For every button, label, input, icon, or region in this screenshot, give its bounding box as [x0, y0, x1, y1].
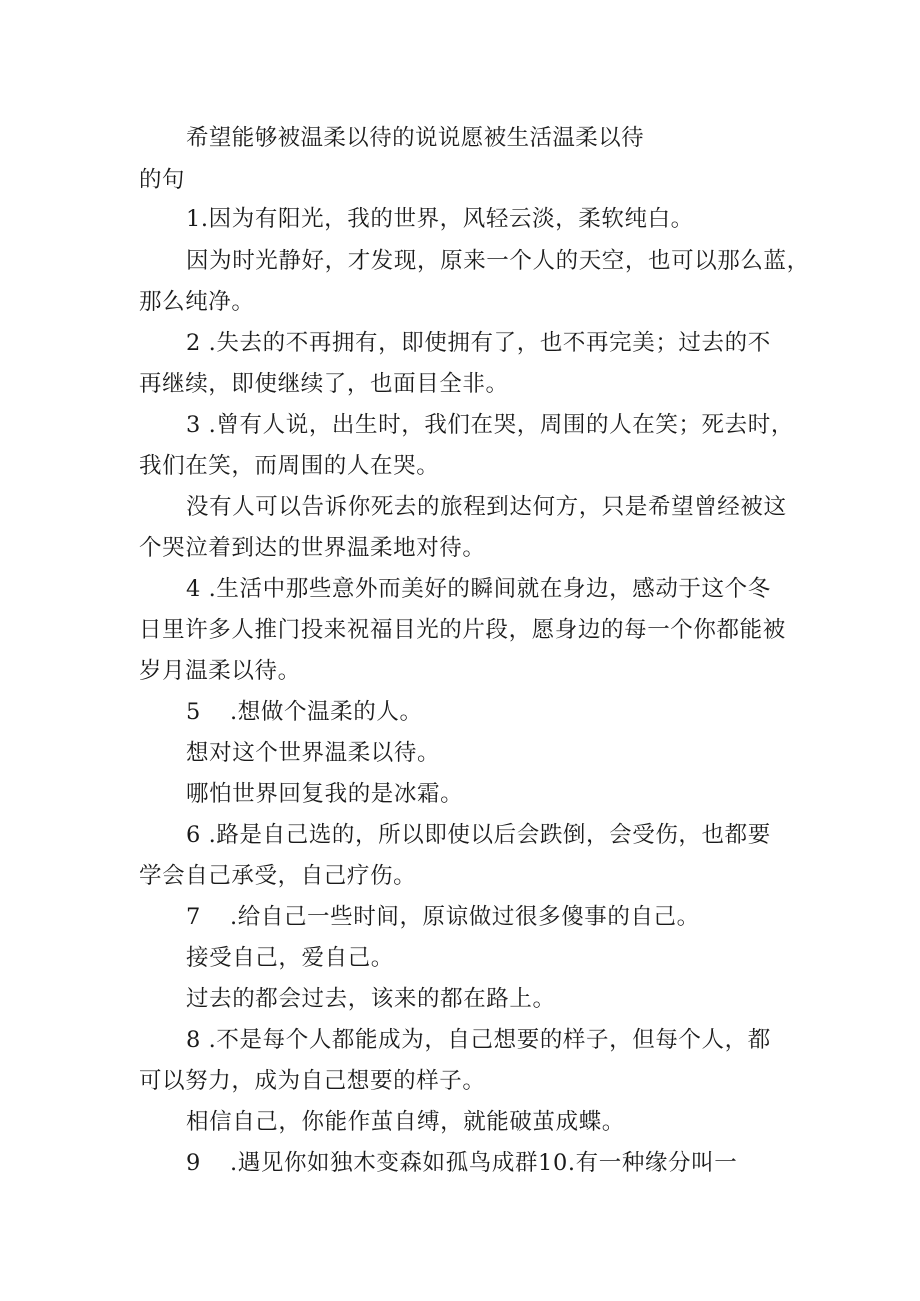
paragraph-2-line-1: 2 .失去的不再拥有，即使拥有了，也不再完美；过去的不	[186, 330, 771, 356]
paragraph-1b-line-2: 那么纯净。	[139, 289, 255, 315]
paragraph-1b-line-1: 因为时光静好，才发现，原来一个人的天空，也可以那么蓝，	[186, 248, 810, 274]
item-number: 5	[186, 699, 201, 725]
paragraph-7c-line-1: 过去的都会过去，该来的都在路上。	[186, 986, 556, 1012]
paragraph-8-line-2: 可以努力，成为自己想要的样子。	[139, 1068, 486, 1094]
paragraph-3b-line-2: 个哭泣着到达的世界温柔地对待。	[139, 535, 486, 561]
paragraph-3-line-2: 我们在笑，而周围的人在哭。	[139, 453, 440, 479]
document-title-line-1: 希望能够被温柔以待的说说愿被生活温柔以待	[186, 125, 645, 151]
paragraph-8-line-1: 8 .不是每个人都能成为，自己想要的样子，但每个人，都	[186, 1027, 771, 1053]
paragraph-7-line-1	[186, 902, 700, 932]
item-number: 7	[186, 904, 201, 930]
item-text: .给自己一些时间，原谅做过很多傻事的自己。	[230, 904, 700, 930]
paragraph-6-line-1: 6 .路是自己选的，所以即使以后会跌倒，会受伤，也都要	[186, 822, 771, 848]
paragraph-4-line-1: 4 .生活中那些意外而美好的瞬间就在身边，感动于这个冬	[186, 576, 771, 602]
paragraph-2-line-2: 再继续，即使继续了，也面目全非。	[139, 371, 509, 397]
paragraph-1-line-1: 1.因为有阳光，我的世界，风轻云淡，柔软纯白。	[186, 206, 694, 232]
paragraph-7b-line-1: 接受自己，爱自己。	[186, 945, 394, 971]
paragraph-4-line-2: 日里许多人推门投来祝福目光的片段，愿身边的每一个你都能被	[139, 617, 786, 643]
item-number: 9	[186, 1150, 201, 1176]
item-text: .遇见你如独木变森如孤鸟成群10.有一种缘分叫一	[230, 1150, 738, 1176]
paragraph-8b-line-1: 相信自己，你能作茧自缚，就能破茧成蝶。	[186, 1109, 625, 1135]
document-title-line-2: 的句	[139, 167, 185, 193]
paragraph-9-line-1	[186, 1148, 737, 1178]
paragraph-4-line-3: 岁月温柔以待。	[139, 658, 301, 684]
paragraph-5c-line-1: 哪怕世界回复我的是冰霜。	[186, 781, 464, 807]
paragraph-5-line-1	[186, 697, 423, 727]
paragraph-5b-line-1: 想对这个世界温柔以待。	[186, 740, 441, 766]
paragraph-3-line-1: 3 .曾有人说，出生时，我们在哭，周围的人在笑；死去时，	[186, 412, 794, 438]
item-text: .想做个温柔的人。	[230, 699, 423, 725]
paragraph-6-line-2: 学会自己承受，自己疗伤。	[139, 863, 417, 889]
paragraph-3b-line-1: 没有人可以告诉你死去的旅程到达何方，只是希望曾经被这	[186, 494, 787, 520]
